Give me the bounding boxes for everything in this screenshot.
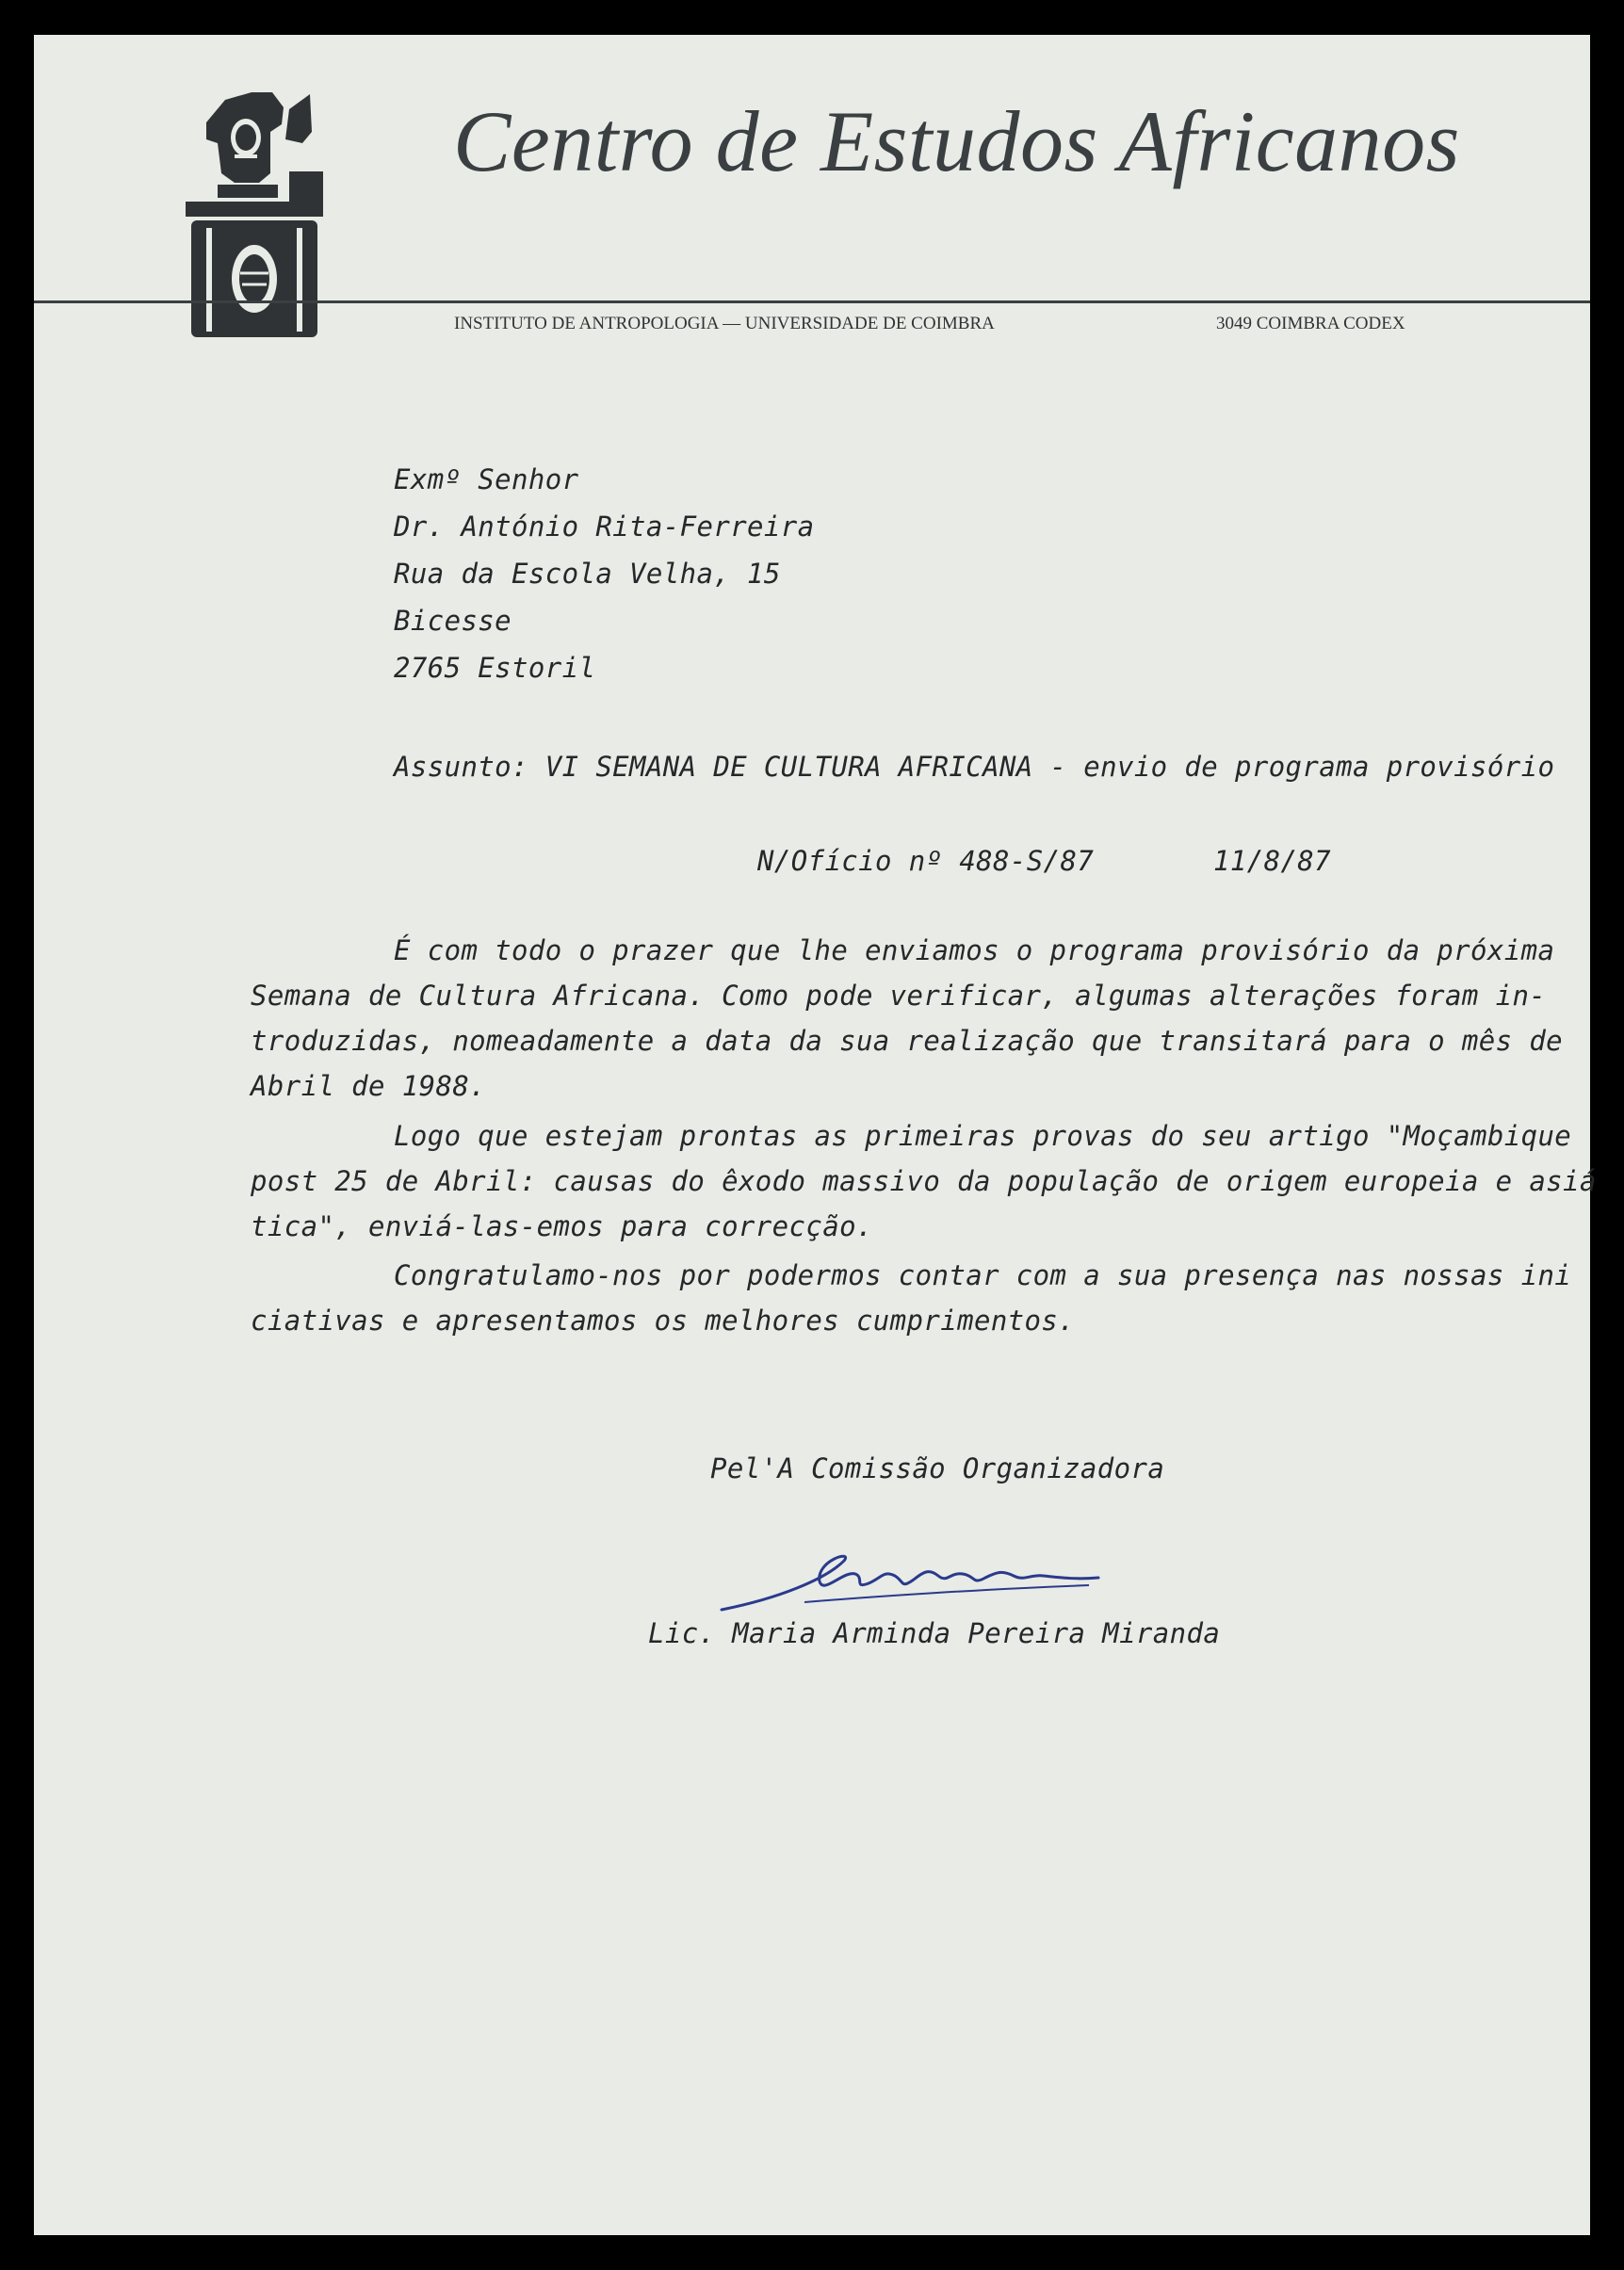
body-line: Logo que estejam prontas as primeiras provas do seu artigo "Moçambique [394, 1120, 1572, 1152]
body-line: post 25 de Abril: causas do êxodo massivo da população de origem europeia e asiá [251, 1165, 1597, 1197]
body-line: Semana de Cultura Africana. Como pode verificar, algumas alterações foram in- [251, 980, 1547, 1012]
organization-title: Centro de Estudos Africanos [453, 93, 1460, 189]
handwritten-signature [703, 1523, 1117, 1627]
body-line: tica", enviá-las-emos para correcção. [251, 1210, 873, 1242]
recipient-line: Bicesse [394, 605, 512, 637]
recipient-line: 2765 Estoril [394, 652, 596, 684]
recipient-line: Dr. António Rita-Ferreira [394, 511, 815, 543]
signatory-name: Lic. Maria Arminda Pereira Miranda [648, 1617, 1221, 1649]
body-line: Congratulamo-nos por podermos contar com a sua presença nas nossas ini [394, 1259, 1572, 1291]
body-line: Abril de 1988. [251, 1070, 487, 1102]
recipient-line: Exmº Senhor [394, 463, 579, 495]
letter-page [34, 35, 1597, 2235]
letter-date: 11/8/87 [1213, 845, 1332, 877]
on-behalf-line: Pel'A Comissão Organizadora [710, 1452, 1165, 1484]
recipient-line: Rua da Escola Velha, 15 [394, 558, 781, 590]
office-reference: N/Ofício nº 488-S/87 [757, 845, 1095, 877]
body-line: ciativas e apresentamos os melhores cumprimentos. [251, 1305, 1076, 1337]
body-line: troduzidas, nomeadamente a data da sua realização que transitará para o mês de [251, 1025, 1564, 1057]
carved-figure-logo [180, 87, 331, 346]
institute-line: INSTITUTO DE ANTROPOLOGIA — UNIVERSIDADE DE COIMBRA [454, 314, 995, 333]
postal-code-line: 3049 COIMBRA CODEX [1216, 314, 1405, 333]
body-line: É com todo o prazer que lhe enviamos o programa provisório da próxima [394, 934, 1555, 966]
subject-line: Assunto: VI SEMANA DE CULTURA AFRICANA - envio de programa provisório [394, 751, 1555, 783]
letterhead-rule [34, 300, 1590, 303]
